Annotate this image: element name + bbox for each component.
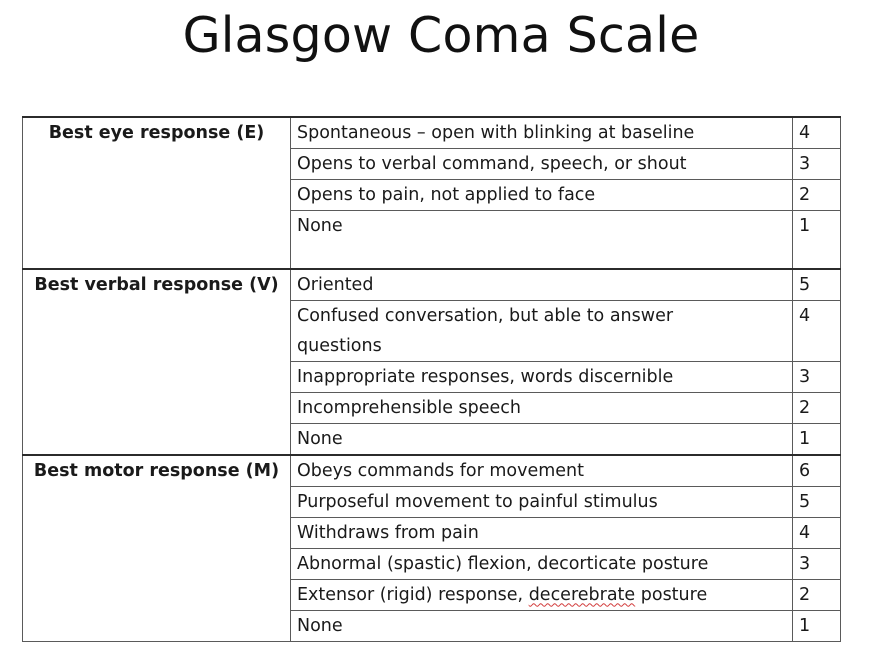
response-score: 6 [793,455,841,487]
response-score: 2 [793,392,841,423]
response-description: None [291,423,793,455]
category-motor-response: Best motor response (M) [23,455,291,642]
response-score: 4 [793,117,841,149]
response-description: Inappropriate responses, words discernible [291,361,793,392]
response-score: 2 [793,180,841,211]
response-description: Spontaneous – open with blinking at baseline [291,117,793,149]
response-score: 2 [793,579,841,610]
response-score: 5 [793,486,841,517]
response-description: Oriented [291,269,793,301]
category-eye-response: Best eye response (E) [23,117,291,269]
response-score: 1 [793,423,841,455]
response-score: 1 [793,211,841,269]
response-description: Withdraws from pain [291,517,793,548]
category-verbal-response: Best verbal response (V) [23,269,291,455]
response-description: Confused conversation, but able to answer questions [291,300,793,361]
response-score: 5 [793,269,841,301]
response-description: Obeys commands for movement [291,455,793,487]
response-score: 3 [793,548,841,579]
response-description: None [291,610,793,641]
response-score: 3 [793,361,841,392]
response-score: 3 [793,149,841,180]
table-row [23,455,841,487]
table-row [23,117,841,149]
response-description: Opens to pain, not applied to face [291,180,793,211]
table-row [23,269,841,301]
page-title: Glasgow Coma Scale [182,7,700,64]
response-description: Extensor (rigid) response, decerebrate posture [291,579,793,610]
response-description: Incomprehensible speech [291,392,793,423]
response-score: 4 [793,300,841,361]
spellcheck-underline: decerebrate [528,584,636,605]
gcs-table [22,116,841,642]
response-description: Opens to verbal command, speech, or shout [291,149,793,180]
response-score: 1 [793,610,841,641]
response-description: Purposeful movement to painful stimulus [291,486,793,517]
response-description: None [291,211,793,269]
response-description: Abnormal (spastic) flexion, decorticate posture [291,548,793,579]
response-score: 4 [793,517,841,548]
